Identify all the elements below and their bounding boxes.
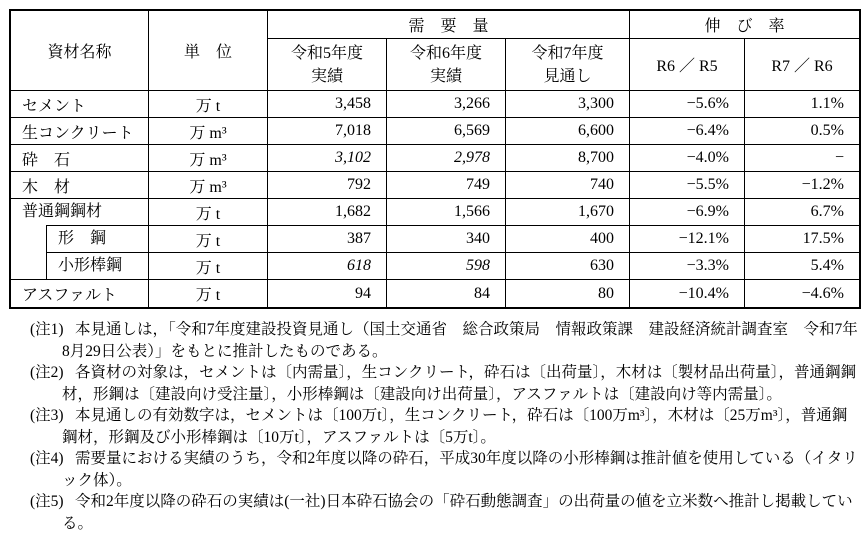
row-smallbarsteel-r6: 598 bbox=[387, 253, 506, 280]
row-crushedstone-r5: 3,102 bbox=[268, 145, 387, 172]
row-lumber-g2: −1.2% bbox=[745, 172, 859, 199]
row-smallbarsteel-r5: 618 bbox=[268, 253, 387, 280]
row-ordinarysteel-r5: 1,682 bbox=[268, 199, 387, 226]
footnote-3-label: (注3) bbox=[30, 407, 64, 424]
group-header-growth: 伸 び 率 bbox=[630, 11, 859, 39]
row-shapedsteel-g1: −12.1% bbox=[630, 226, 745, 253]
col-header-r5-kind: 実績 bbox=[310, 67, 343, 85]
row-smallbarsteel-g1: −3.3% bbox=[630, 253, 745, 280]
row-concrete-r6: 6,569 bbox=[387, 118, 506, 145]
col-header-r5-era: 令和5年度 bbox=[290, 44, 363, 62]
row-concrete-g1: −6.4% bbox=[630, 118, 745, 145]
col-header-r6-era: 令和6年度 bbox=[409, 44, 482, 62]
footnotes bbox=[9, 319, 859, 534]
row-shapedsteel-g2: 17.5% bbox=[745, 226, 859, 253]
row-lumber-g1: −5.5% bbox=[630, 172, 745, 199]
footnote-1-text: 本見通しは，「令和7年度建設投資見通し（国土交通省 総合政策局 情報政策課 建設経済統計調査室 令和7年8月29日公表）」をもとに推計したものである。 bbox=[62, 321, 858, 360]
footnote-1-label: (注1) bbox=[30, 321, 64, 338]
row-asphalt-unit: 万 t bbox=[149, 280, 268, 307]
row-lumber-unit: 万 m³ bbox=[149, 172, 268, 199]
row-crushedstone-unit: 万 m³ bbox=[149, 145, 268, 172]
row-asphalt-g1: −10.4% bbox=[630, 280, 745, 307]
row-ordinarysteel-g1: −6.9% bbox=[630, 199, 745, 226]
row-asphalt-r7: 80 bbox=[506, 280, 630, 307]
row-concrete-g2: 0.5% bbox=[745, 118, 859, 145]
footnote-4 bbox=[9, 448, 859, 491]
col-header-growth-r6r5: R6 ／ R5 bbox=[630, 39, 745, 91]
row-crushedstone-g1: −4.0% bbox=[630, 145, 745, 172]
row-cement-r6: 3,266 bbox=[387, 91, 506, 118]
row-cement-g2: 1.1% bbox=[745, 91, 859, 118]
row-ordinarysteel-unit: 万 t bbox=[149, 199, 268, 226]
row-smallbarsteel-name: 小形棒鋼 bbox=[47, 252, 148, 279]
footnote-2-label: (注2) bbox=[30, 364, 64, 381]
row-crushedstone-r7: 8,700 bbox=[506, 145, 630, 172]
row-shapedsteel-unit: 万 t bbox=[149, 226, 268, 253]
row-ordinarysteel-name: 普通鋼鋼材 bbox=[22, 203, 103, 220]
row-ordinarysteel-r7: 1,670 bbox=[506, 199, 630, 226]
footnote-2 bbox=[9, 362, 859, 405]
col-header-unit: 単 位 bbox=[149, 11, 268, 91]
row-concrete-name: 生コンクリート bbox=[11, 118, 149, 145]
col-header-material: 資材名称 bbox=[11, 11, 149, 91]
col-header-growth-r7r6: R7 ／ R6 bbox=[745, 39, 859, 91]
col-header-r7 bbox=[506, 39, 630, 91]
row-asphalt-name: アスファルト bbox=[11, 280, 149, 307]
footnote-4-text: 需要量における実績のうち，令和2年度以降の砕石，平成30年度以降の小形棒鋼は推計値を使用している（イタリック体）。 bbox=[62, 450, 858, 489]
steel-subgroup bbox=[46, 225, 148, 279]
col-header-r6 bbox=[387, 39, 506, 91]
row-smallbarsteel-r7: 630 bbox=[506, 253, 630, 280]
row-lumber-r7: 740 bbox=[506, 172, 630, 199]
row-asphalt-r5: 94 bbox=[268, 280, 387, 307]
row-cement-r7: 3,300 bbox=[506, 91, 630, 118]
row-concrete-r7: 6,600 bbox=[506, 118, 630, 145]
row-shapedsteel-r5: 387 bbox=[268, 226, 387, 253]
row-shapedsteel-r6: 340 bbox=[387, 226, 506, 253]
row-ordinarysteel-g2: 6.7% bbox=[745, 199, 859, 226]
footnote-5-text: 令和2年度以降の砕石の実績は(一社)日本砕石協会の「砕石動態調査」の出荷量の値を立米数へ推計し掲載している。 bbox=[62, 493, 853, 532]
footnote-3 bbox=[9, 405, 859, 448]
row-smallbarsteel-unit: 万 t bbox=[149, 253, 268, 280]
group-header-demand: 需 要 量 bbox=[268, 11, 630, 39]
col-header-r5 bbox=[268, 39, 387, 91]
row-cement-g1: −5.6% bbox=[630, 91, 745, 118]
row-concrete-r5: 7,018 bbox=[268, 118, 387, 145]
row-crushedstone-g2: − bbox=[745, 145, 859, 172]
steel-group-cell bbox=[11, 199, 149, 280]
col-header-r7-kind: 見通し bbox=[543, 67, 592, 85]
footnote-1 bbox=[9, 319, 859, 362]
row-smallbarsteel-g2: 5.4% bbox=[745, 253, 859, 280]
footnote-2-text: 各資材の対象は，セメントは〔内需量〕，生コンクリート，砕石は〔出荷量〕，木材は〔製材品出荷量〕，普通鋼鋼材，形鋼は〔建設向け受注量〕，小形棒鋼は〔建設向け出荷量〕，アスファルトは〔建設向け等内需量〕。 bbox=[62, 364, 857, 403]
footnote-5-label: (注5) bbox=[30, 493, 64, 510]
row-cement-unit: 万 t bbox=[149, 91, 268, 118]
row-cement-name: セメント bbox=[11, 91, 149, 118]
row-lumber-r5: 792 bbox=[268, 172, 387, 199]
row-lumber-name: 木 材 bbox=[11, 172, 149, 199]
row-crushedstone-r6: 2,978 bbox=[387, 145, 506, 172]
row-concrete-unit: 万 m³ bbox=[149, 118, 268, 145]
materials-demand-table bbox=[9, 9, 861, 309]
footnote-5 bbox=[9, 491, 859, 534]
row-shapedsteel-r7: 400 bbox=[506, 226, 630, 253]
col-header-r6-kind: 実績 bbox=[429, 67, 462, 85]
row-ordinarysteel-r6: 1,566 bbox=[387, 199, 506, 226]
row-crushedstone-name: 砕 石 bbox=[11, 145, 149, 172]
footnote-4-label: (注4) bbox=[30, 450, 64, 467]
footnote-3-text: 本見通しの有効数字は，セメントは〔100万t〕，生コンクリート，砕石は〔100万m³〕，木材は〔25万m³〕，普通鋼鋼材，形鋼及び小形棒鋼は〔10万t〕，アスファルトは〔5万t〕。 bbox=[62, 407, 848, 446]
row-asphalt-g2: −4.6% bbox=[801, 284, 844, 302]
row-shapedsteel-name: 形 鋼 bbox=[58, 230, 107, 247]
row-cement-r5: 3,458 bbox=[268, 91, 387, 118]
row-lumber-r6: 749 bbox=[387, 172, 506, 199]
row-asphalt-r6: 84 bbox=[387, 280, 506, 307]
col-header-r7-era: 令和7年度 bbox=[531, 44, 604, 62]
